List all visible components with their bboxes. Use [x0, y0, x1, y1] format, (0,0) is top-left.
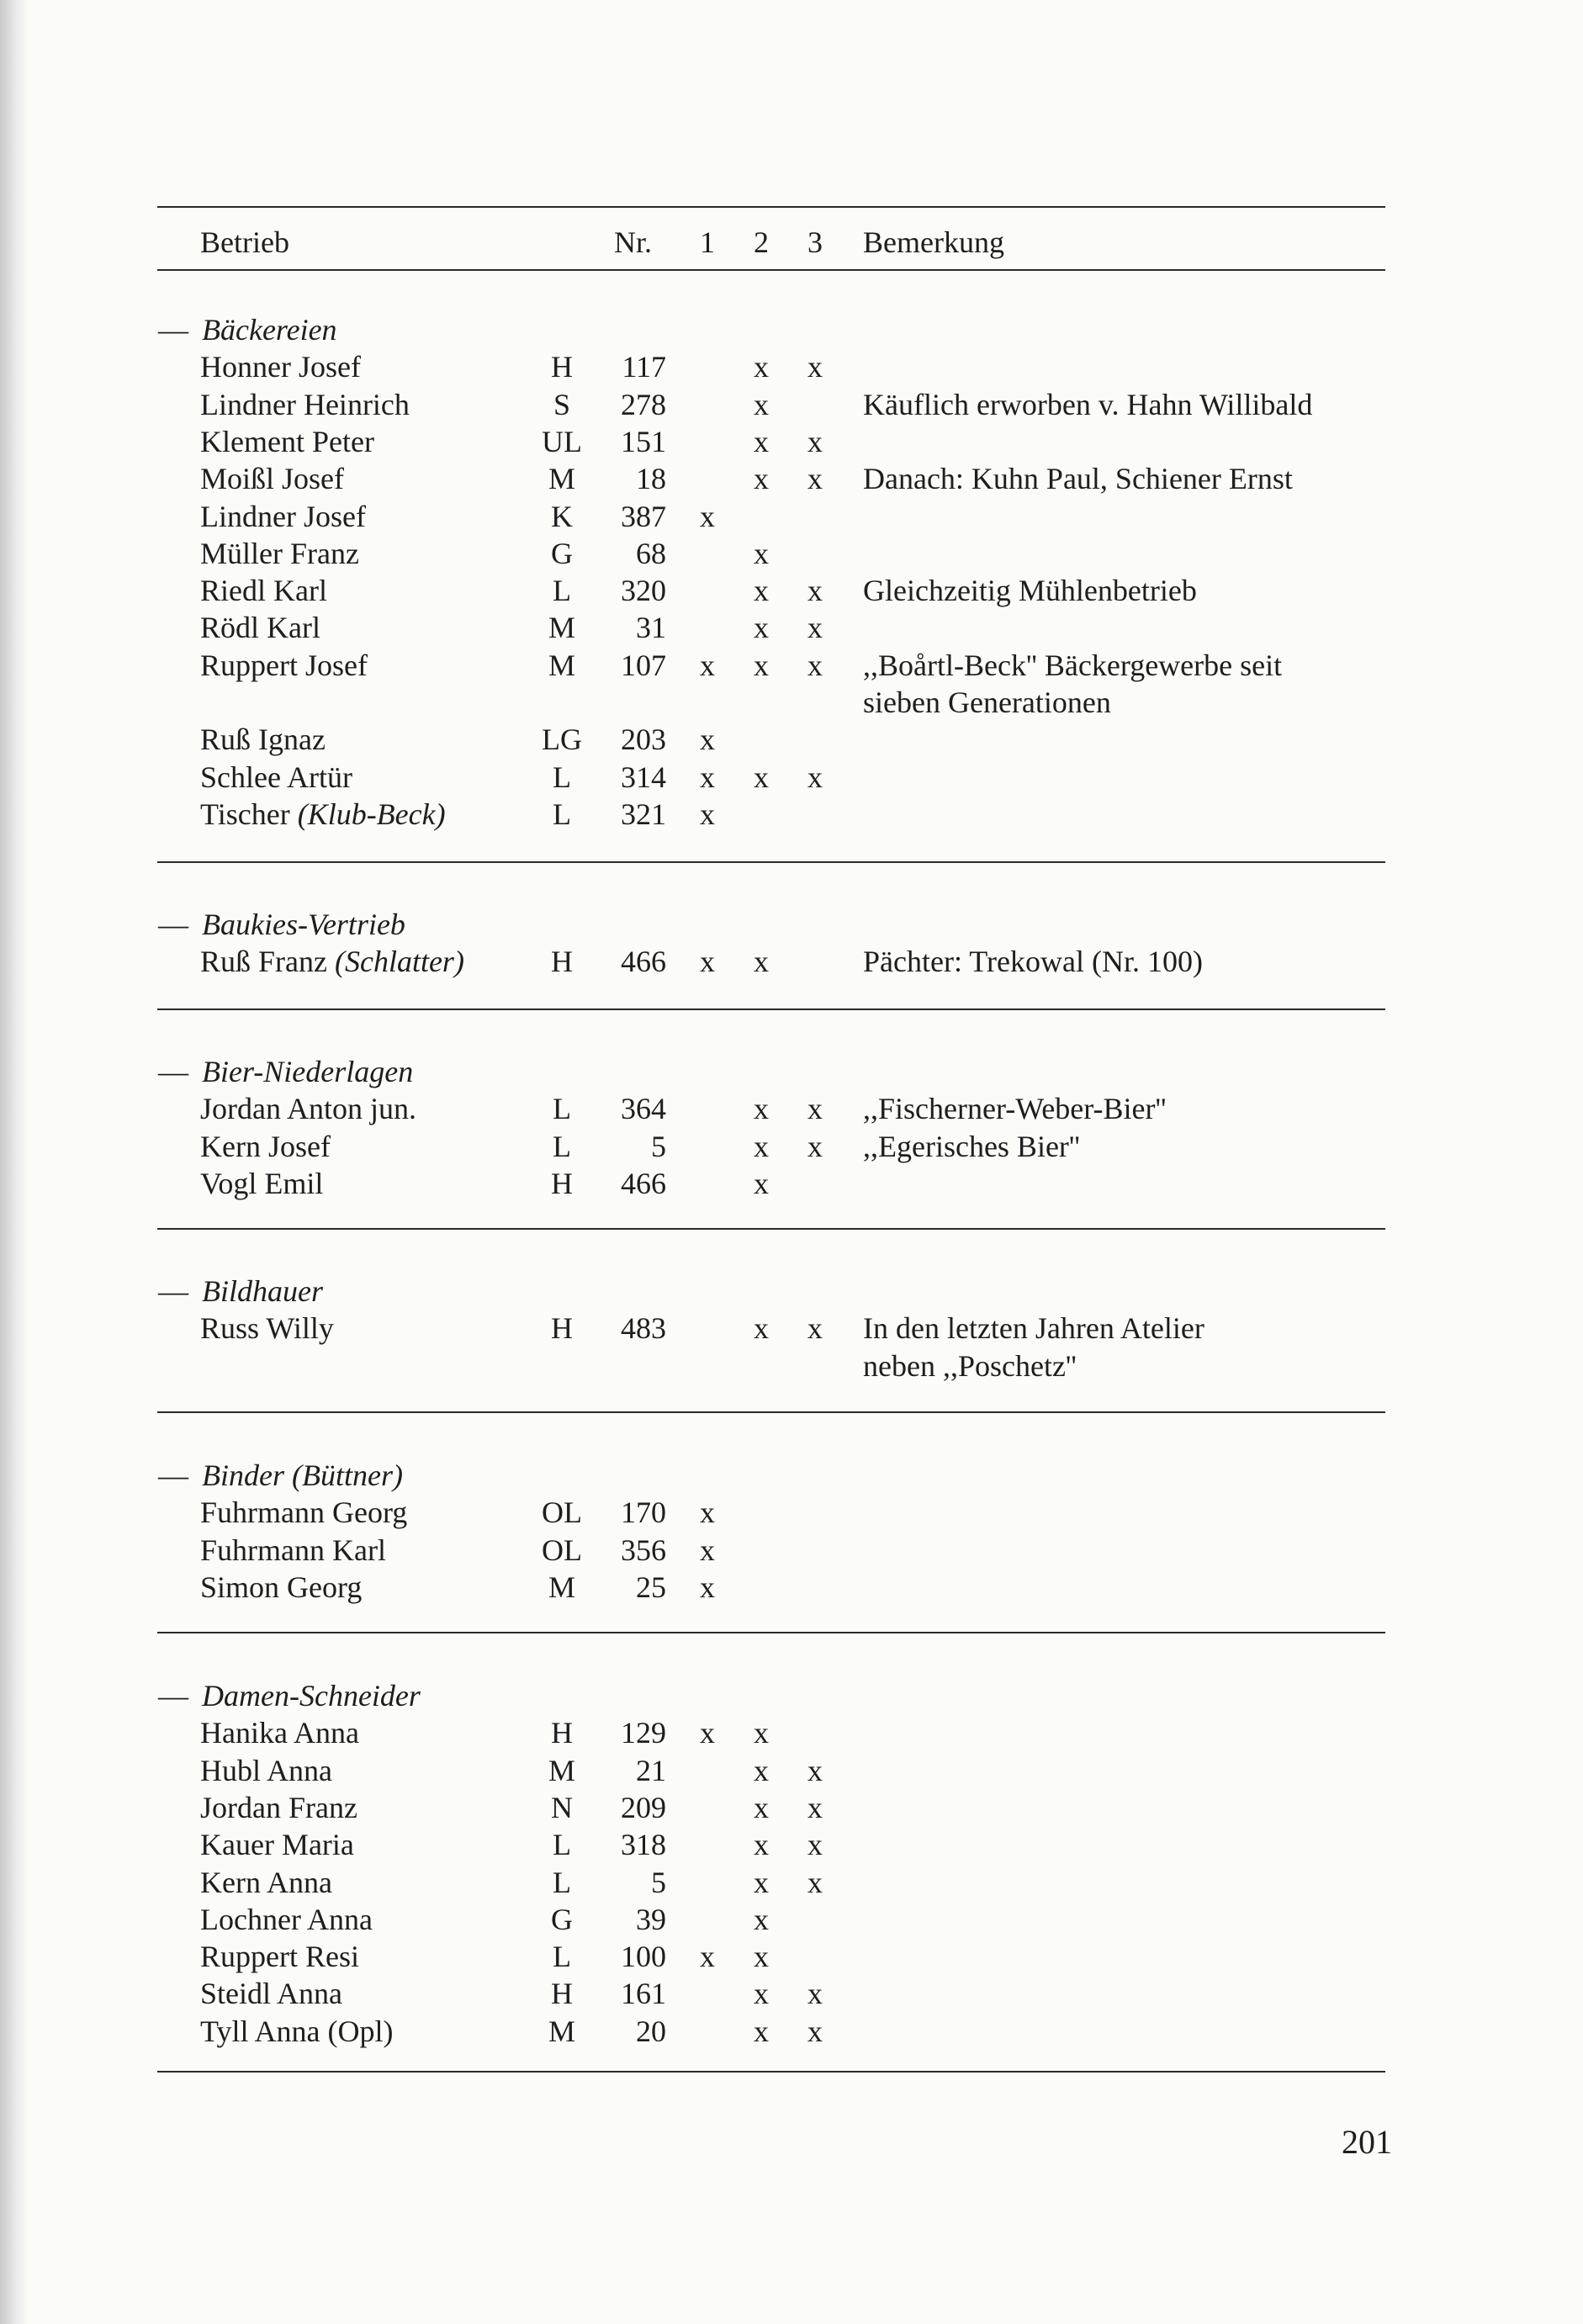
entry-house-number: 100: [621, 1940, 666, 1974]
entry-house-number: 20: [636, 2014, 666, 2048]
entry-location-code: M: [548, 1753, 575, 1787]
entry-name-text: Ruppert Resi: [200, 1940, 359, 1974]
section-heading: [0, 311, 1583, 348]
entry-house-number: 314: [621, 760, 666, 794]
section-rule: [157, 1008, 1385, 1010]
entry-mark-col-3: x: [807, 648, 823, 682]
entry-house-number: 483: [621, 1311, 666, 1346]
entry-name: [200, 460, 344, 497]
entry-location-code: G: [551, 536, 573, 570]
entry-remark: Danach: Kuhn Paul, Schiener Ernst: [863, 462, 1293, 496]
entry-name: [200, 796, 446, 833]
entry-mark-col-2: x: [754, 1166, 769, 1200]
table-row: [0, 1975, 1583, 2012]
entry-mark-col-1: x: [700, 1496, 715, 1530]
entry-name-text: Ruß Franz: [200, 945, 327, 979]
section-dash: —: [158, 1274, 188, 1308]
entry-name: [200, 498, 366, 535]
table-row: [0, 1090, 1583, 1127]
entry-name-text: Rödl Karl: [200, 611, 320, 645]
entry-name: [200, 535, 359, 572]
entry-location-code: OL: [542, 1533, 582, 1567]
entry-mark-col-3: x: [807, 424, 823, 458]
entry-location-code: UL: [542, 424, 582, 458]
entry-name-text: Ruß Ignaz: [200, 723, 326, 757]
entry-mark-col-2: x: [754, 1092, 769, 1126]
entry-mark-col-3: x: [807, 1753, 823, 1787]
table-row: [0, 1901, 1583, 1938]
entry-location-code: H: [551, 1311, 573, 1346]
entry-location-code: OL: [542, 1496, 582, 1530]
section-dash: —: [158, 1679, 188, 1713]
entry-mark-col-3: x: [807, 2014, 823, 2048]
entry-mark-col-1: x: [700, 1716, 715, 1750]
header-nr: Nr.: [614, 225, 652, 259]
entry-mark-col-3: x: [807, 1092, 823, 1126]
entry-house-number: 321: [621, 797, 666, 831]
table-row: [0, 348, 1583, 385]
table-row: [0, 460, 1583, 497]
entry-remark: ,,Boårtl-Beck'' Bäckergewerbe seit: [863, 648, 1283, 682]
table-row: [0, 1310, 1583, 1347]
table-row: [0, 1128, 1583, 1165]
entry-house-number: 170: [621, 1496, 666, 1530]
entry-remark: In den letzten Jahren Atelier: [863, 1311, 1204, 1346]
entry-location-code: H: [551, 1977, 573, 2011]
entry-house-number: 31: [636, 611, 666, 645]
entry-mark-col-2: x: [754, 1865, 769, 1899]
entry-mark-col-2: x: [754, 945, 769, 979]
entry-mark-col-1: x: [700, 499, 715, 533]
entry-name: [200, 1532, 386, 1569]
table-row: [0, 498, 1583, 535]
entry-mark-col-3: x: [807, 1311, 823, 1346]
section-rule: [157, 1632, 1385, 1633]
entry-name-text: Kauer Maria: [200, 1828, 354, 1862]
entry-name-text: Jordan Anton jun.: [200, 1092, 416, 1126]
entry-house-number: 5: [651, 1129, 666, 1163]
entry-mark-col-2: x: [754, 424, 769, 458]
entry-house-number: 161: [621, 1977, 666, 2011]
entry-mark-col-1: x: [700, 723, 715, 757]
entry-name-text: Hanika Anna: [200, 1716, 359, 1750]
entry-location-code: M: [548, 1570, 575, 1604]
entry-mark-col-2: x: [754, 648, 769, 682]
entry-location-code: L: [553, 797, 571, 831]
entry-mark-col-2: x: [754, 760, 769, 794]
entry-name: [200, 1752, 332, 1789]
entry-mark-col-2: x: [754, 1790, 769, 1824]
entry-house-number: 18: [636, 462, 666, 496]
table-row: [0, 423, 1583, 460]
entry-location-code: L: [553, 1092, 571, 1126]
entry-name-text: Klement Peter: [200, 424, 374, 458]
entry-name: [200, 1090, 416, 1127]
entry-mark-col-1: x: [700, 1533, 715, 1567]
entry-remark: sieben Generationen: [863, 686, 1111, 719]
entry-name-text: Steidl Anna: [200, 1977, 342, 2011]
entry-name-text: Russ Willy: [200, 1311, 334, 1346]
entry-name: [200, 1975, 342, 2012]
entry-name: [200, 2013, 393, 2050]
entry-name-text: Hubl Anna: [200, 1753, 332, 1787]
entry-mark-col-2: x: [754, 387, 769, 421]
section-dash: —: [158, 313, 188, 347]
table-row: [0, 943, 1583, 980]
entry-mark-col-2: x: [754, 1753, 769, 1787]
entry-location-code: H: [551, 1716, 573, 1750]
entry-remark: neben ,,Poschetz'': [863, 1348, 1077, 1383]
entry-house-number: 21: [636, 1753, 666, 1787]
table-header: [0, 224, 1583, 261]
entry-location-code: M: [548, 462, 575, 496]
entry-location-code: H: [551, 945, 573, 979]
entry-house-number: 466: [621, 1166, 666, 1200]
section-rule: [157, 1411, 1385, 1413]
entry-name: [200, 1864, 332, 1901]
table-row: [0, 1864, 1583, 1901]
entry-location-code: L: [553, 574, 571, 608]
header-betrieb: Betrieb: [200, 225, 289, 259]
entry-mark-col-2: x: [754, 1129, 769, 1163]
entry-location-code: S: [553, 387, 571, 421]
entry-remark: Pächter: Trekowal (Nr. 100): [863, 945, 1203, 979]
section-title: Damen-Schneider: [202, 1679, 421, 1713]
entry-name: [200, 423, 374, 460]
entry-name: [200, 1128, 331, 1165]
entry-name: [200, 1901, 373, 1938]
entry-location-code: N: [551, 1790, 573, 1824]
entry-name: [200, 1938, 359, 1975]
entry-remark: Käuflich erworben v. Hahn Willibald: [863, 387, 1313, 421]
entry-house-number: 364: [621, 1092, 666, 1126]
table-row: [0, 721, 1583, 758]
entry-name: [200, 386, 410, 423]
entry-name: [200, 1826, 354, 1863]
entry-location-code: L: [553, 1940, 571, 1974]
entry-remark: ,,Fischerner-Weber-Bier'': [863, 1092, 1167, 1126]
entry-mark-col-3: x: [807, 350, 823, 384]
entry-house-number: 320: [621, 574, 666, 608]
entry-house-number: 356: [621, 1533, 666, 1567]
entry-house-number: 387: [621, 499, 666, 533]
entry-name-text: Jordan Franz: [200, 1790, 357, 1824]
entry-house-number: 107: [621, 648, 666, 682]
entry-name-text: Kern Josef: [200, 1129, 331, 1163]
entry-name-text: Lindner Josef: [200, 499, 366, 533]
entry-mark-col-2: x: [754, 1977, 769, 2011]
entry-name-text: Schlee Artür: [200, 760, 352, 794]
section-heading: [0, 1677, 1583, 1714]
table-row: [0, 1826, 1583, 1863]
table-row: [0, 2013, 1583, 2050]
entry-house-number: 151: [621, 424, 666, 458]
entry-location-code: L: [553, 760, 571, 794]
section-title: Baukies-Vertrieb: [202, 908, 405, 941]
entry-mark-col-3: x: [807, 1129, 823, 1163]
entry-mark-col-1: x: [700, 945, 715, 979]
header-bemerkung: Bemerkung: [863, 225, 1004, 259]
entry-name-text: Fuhrmann Karl: [200, 1533, 386, 1567]
section-rule: [157, 1228, 1385, 1230]
entry-mark-col-2: x: [754, 1716, 769, 1750]
section-dash: —: [158, 1055, 188, 1088]
entry-house-number: 203: [621, 723, 666, 757]
entry-mark-col-3: x: [807, 1828, 823, 1862]
entry-name-text: Honner Josef: [200, 350, 361, 384]
entry-house-number: 278: [621, 387, 666, 421]
section-title: Bildhauer: [202, 1274, 323, 1308]
entry-name: [200, 348, 361, 385]
entry-mark-col-2: x: [754, 611, 769, 645]
entry-name-text: Ruppert Josef: [200, 648, 368, 682]
entry-house-number: 25: [636, 1570, 666, 1604]
entry-mark-col-2: x: [754, 1940, 769, 1974]
entry-name: [200, 943, 464, 980]
header-col-3: 3: [807, 225, 823, 259]
entry-location-code: L: [553, 1129, 571, 1163]
entry-name: [200, 1310, 334, 1347]
entry-location-code: H: [551, 1166, 573, 1200]
entry-mark-col-2: x: [754, 1311, 769, 1346]
section-title: Binder (Büttner): [202, 1458, 403, 1492]
section-heading: [0, 1053, 1583, 1090]
entry-name-text: Riedl Karl: [200, 574, 327, 608]
table-row: [0, 1569, 1583, 1606]
entry-mark-col-1: x: [700, 1940, 715, 1974]
table-row: [0, 1494, 1583, 1531]
section-title: Bier-Niederlagen: [202, 1055, 414, 1088]
page-number: 201: [1342, 2123, 1392, 2161]
table-row: [0, 572, 1583, 609]
entry-location-code: H: [551, 350, 573, 384]
entry-name-text: Tischer: [200, 797, 290, 831]
entry-name: [200, 1569, 362, 1606]
entry-mark-col-2: x: [754, 1828, 769, 1862]
entry-mark-col-3: x: [807, 1977, 823, 2011]
entry-location-code: L: [553, 1865, 571, 1899]
entry-location-code: M: [548, 648, 575, 682]
entry-house-number: 39: [636, 1902, 666, 1936]
entry-name: [200, 609, 320, 646]
entry-mark-col-3: x: [807, 462, 823, 496]
entry-location-code: K: [551, 499, 573, 533]
section-title: Bäckereien: [202, 313, 337, 347]
entry-house-number: 318: [621, 1828, 666, 1862]
entry-name-text: Tyll Anna (Opl): [200, 2014, 394, 2048]
entry-name-note: (Schlatter): [334, 945, 464, 979]
entry-name-text: Kern Anna: [200, 1865, 332, 1899]
section-heading: [0, 1273, 1583, 1310]
entry-house-number: 117: [622, 350, 666, 384]
table-row: [0, 647, 1583, 684]
entry-name: [200, 647, 368, 684]
entry-name-text: Vogl Emil: [200, 1166, 324, 1200]
entry-name-text: Lochner Anna: [200, 1902, 373, 1936]
entry-name-text: Simon Georg: [200, 1570, 363, 1604]
entry-mark-col-3: x: [807, 611, 823, 645]
entry-mark-col-2: x: [754, 462, 769, 496]
table-row: [0, 1532, 1583, 1569]
entry-mark-col-2: x: [754, 2014, 769, 2048]
entry-mark-col-3: x: [807, 1865, 823, 1899]
table-row: [0, 1789, 1583, 1826]
entry-name-text: Moißl Josef: [200, 462, 344, 496]
table-row: [0, 1752, 1583, 1789]
entry-mark-col-3: x: [807, 1790, 823, 1824]
entry-name: [200, 572, 327, 609]
entry-location-code: L: [553, 1828, 571, 1862]
table-row: [0, 386, 1583, 423]
entry-location-code: M: [548, 611, 575, 645]
entry-name: [200, 1494, 407, 1531]
table-row: [0, 535, 1583, 572]
entry-name-note: (Klub-Beck): [297, 797, 446, 831]
entry-house-number: 466: [621, 945, 666, 979]
header-col-2: 2: [754, 225, 769, 259]
section-heading: [0, 1457, 1583, 1494]
entry-mark-col-3: x: [807, 760, 823, 794]
entry-mark-col-1: x: [700, 797, 715, 831]
header-bottom-rule: [157, 269, 1385, 271]
entry-mark-col-1: x: [700, 648, 715, 682]
table-row: [0, 1938, 1583, 1975]
entry-mark-col-2: x: [754, 536, 769, 570]
section-heading: [0, 906, 1583, 943]
entry-remark: Gleichzeitig Mühlenbetrieb: [863, 574, 1197, 608]
table-row: [0, 1714, 1583, 1751]
section-dash: —: [158, 1458, 188, 1492]
table-row: [0, 1165, 1583, 1202]
table-row: [0, 759, 1583, 796]
table-top-rule: [157, 206, 1385, 208]
entry-mark-col-2: x: [754, 574, 769, 608]
table-row: [0, 796, 1583, 833]
entry-location-code: LG: [542, 723, 582, 757]
entry-name-text: Fuhrmann Georg: [200, 1496, 408, 1530]
section-rule: [157, 861, 1385, 863]
section-rule: [157, 2071, 1385, 2073]
table-row: [0, 609, 1583, 646]
entry-location-code: M: [548, 2014, 575, 2048]
entry-house-number: 5: [651, 1865, 666, 1899]
entry-house-number: 209: [621, 1790, 666, 1824]
header-col-1: 1: [700, 225, 715, 259]
entry-mark-col-3: x: [807, 574, 823, 608]
entry-house-number: 129: [621, 1716, 666, 1750]
entry-remark: ,,Egerisches Bier'': [863, 1129, 1080, 1163]
entry-name: [200, 721, 326, 758]
entry-location-code: G: [551, 1902, 573, 1936]
entry-name: [200, 1714, 359, 1751]
entry-mark-col-2: x: [754, 350, 769, 384]
entry-name-text: Lindner Heinrich: [200, 387, 410, 421]
entry-name: [200, 1165, 323, 1202]
entry-name-text: Müller Franz: [200, 536, 359, 570]
entry-mark-col-1: x: [700, 1570, 715, 1604]
entry-mark-col-2: x: [754, 1902, 769, 1936]
entry-mark-col-1: x: [700, 760, 715, 794]
entry-house-number: 68: [636, 536, 666, 570]
section-dash: —: [158, 908, 188, 941]
entry-name: [200, 1789, 357, 1826]
entry-name: [200, 759, 352, 796]
